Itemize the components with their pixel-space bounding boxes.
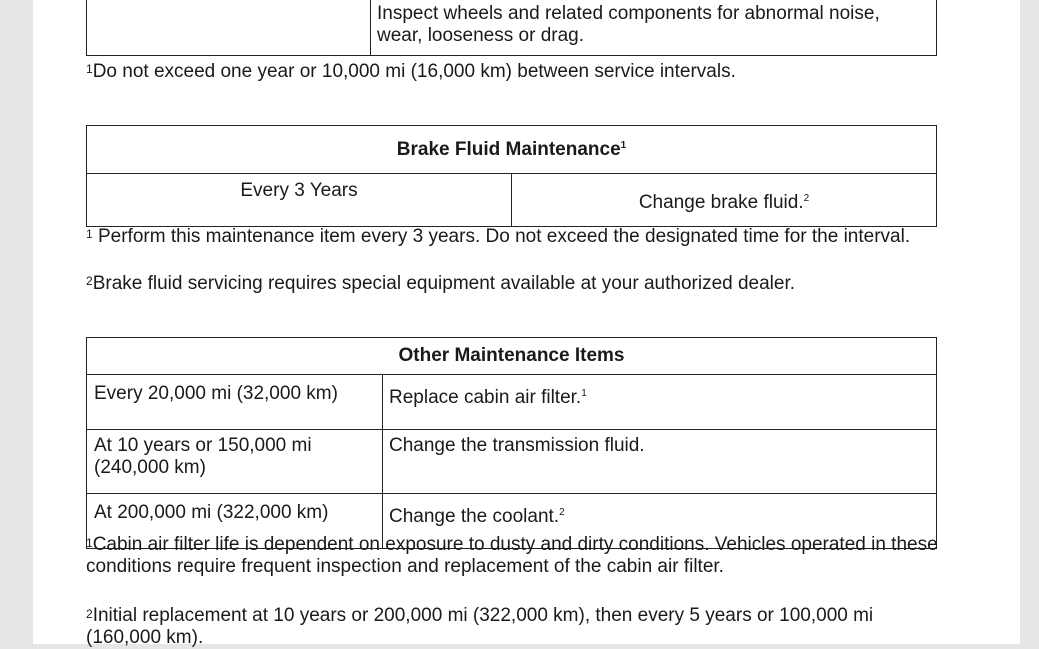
footnote-text: Brake fluid servicing requires special equipment available at your authorized dealer.: [92, 273, 796, 294]
brake-fluid-action-cell: [512, 174, 937, 227]
table-cell-action: [371, 0, 937, 56]
other-maintenance-table: [86, 337, 937, 549]
brake-footnote-1: [86, 226, 966, 247]
other-maintenance-title: Other Maintenance Items: [398, 345, 625, 366]
table-row-interval: [87, 375, 383, 430]
action-text: Change the transmission fluid.: [389, 435, 645, 456]
footnote-mark: 1: [86, 227, 93, 241]
brake-fluid-interval-cell: [87, 174, 512, 227]
footnote-mark: 1: [581, 388, 587, 399]
action-text: Replace cabin air filter.: [389, 387, 582, 408]
footnote-text: Cabin air filter life is dependent on exposure to dusty and dirty conditions. Vehicles operated in these conditions require frequent inspection and replacement of the cabin air filter.: [86, 534, 938, 577]
footnote-text: Initial replacement at 10 years or 200,000 mi (322,000 km), then every 5 years or 100,000 mi (160,000 km).: [86, 605, 874, 648]
other-footnote-2: [86, 605, 946, 649]
footnote-mark: 1: [86, 62, 93, 76]
footnote-mark: 2: [86, 607, 93, 621]
table-cell-empty: [87, 0, 371, 56]
brake-footnote-2: [86, 273, 966, 294]
action-text: Change the coolant.: [389, 506, 560, 527]
brake-fluid-action: Change brake fluid.: [638, 192, 804, 213]
footnote-mark: 1: [86, 536, 93, 550]
table-row-action: [383, 430, 937, 494]
footnote-text: Do not exceed one year or 10,000 mi (16,000 km) between service intervals.: [92, 61, 736, 82]
other-footnote-1: [86, 534, 946, 578]
footnote-service-interval: [86, 61, 966, 82]
footnote-mark: 2: [803, 193, 810, 204]
manual-page: [33, 0, 1020, 648]
brake-fluid-header: [87, 126, 937, 174]
footnote-mark: 2: [559, 507, 565, 518]
table-row-interval: [87, 430, 383, 494]
footnote-mark: 2: [86, 274, 93, 288]
footnote-text: Perform this maintenance item every 3 years. Do not exceed the designated time for the interval.: [97, 226, 911, 247]
brake-fluid-title: Brake Fluid Maintenance: [396, 138, 621, 160]
footnote-mark: 1: [620, 139, 627, 151]
interval-text: Every 20,000 mi (32,000 km): [94, 383, 338, 404]
brake-fluid-table: [86, 125, 937, 227]
wheel-inspection-text: Inspect wheels and related components for abnormal noise, wear, looseness or drag.: [377, 3, 880, 46]
wheel-inspection-table: [86, 0, 937, 56]
brake-fluid-interval: Every 3 Years: [240, 180, 358, 201]
table-row-action: [383, 375, 937, 430]
interval-text: At 10 years or 150,000 mi (240,000 km): [94, 435, 312, 478]
interval-text: At 200,000 mi (322,000 km): [94, 502, 329, 523]
other-maintenance-header: [87, 338, 937, 375]
